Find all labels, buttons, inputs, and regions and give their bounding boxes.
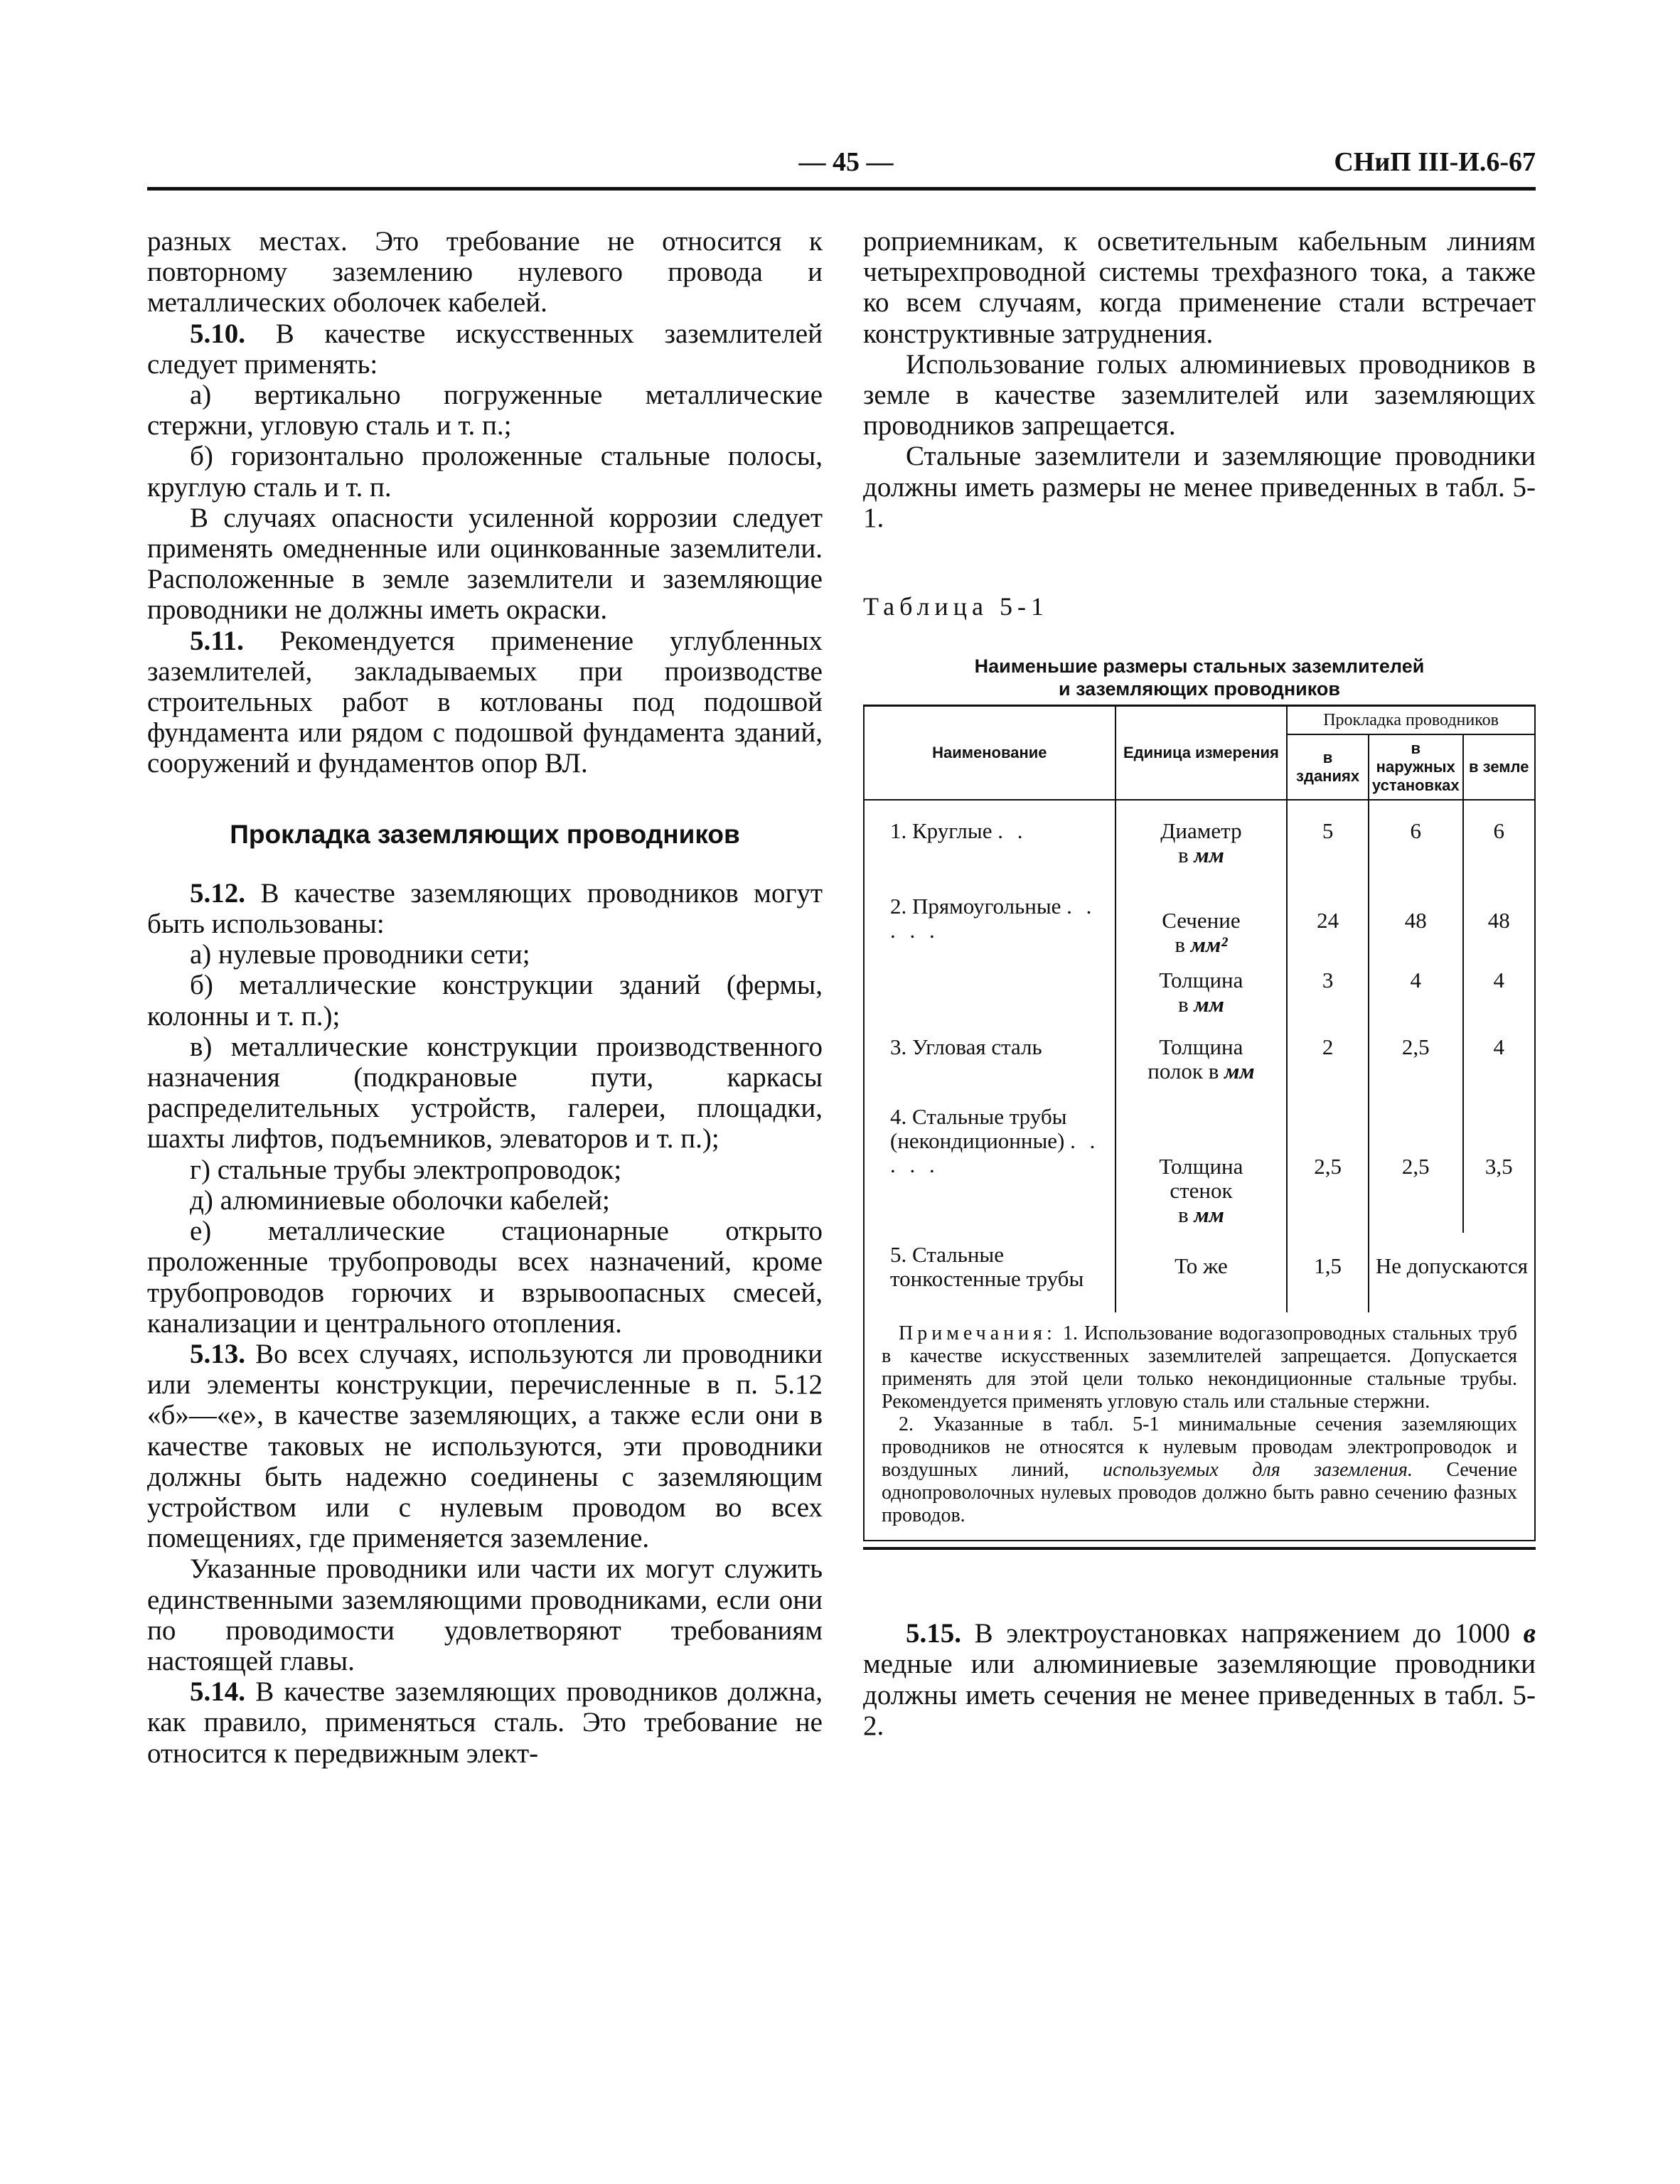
spacer-row	[864, 800, 1535, 813]
table-caption	[863, 655, 1536, 700]
list-item: б) металлические конструкции зданий (фермы, колонны и т. п.);	[147, 970, 823, 1032]
clause-5-12	[147, 878, 823, 939]
value-cell: 24	[1287, 873, 1369, 963]
value-cell: 2,5	[1369, 1022, 1463, 1089]
clause-5-15	[863, 1618, 1536, 1741]
clause-text: Рекомендуется применение углубленных заземлителей, закладываемых при производстве строительных работ в котлованы под подошвой фундамента или рядом с подошвой фундамента зданий, сооружений и фундаментов опор ВЛ.	[147, 625, 823, 779]
list-item: а) вертикально погруженные металлические стержни, угловую сталь и т. п.;	[147, 380, 823, 441]
paragraph: роприемникам, к осветительным кабельным линиям четырехпроводной системы трехфазного тока, а также ко всем случаям, когда применение стали встречает конструктивные затруднения.	[863, 226, 1536, 349]
table-row	[864, 873, 1535, 963]
table-row	[864, 1089, 1535, 1233]
cell-text: Толщина	[1159, 1034, 1243, 1060]
page-number: — 45 —	[798, 147, 894, 177]
value-cell: 3	[1287, 963, 1369, 1022]
cell-text: мм	[1194, 992, 1224, 1017]
list-item: в) металлические конструкции производственного назначения (подкрановые пути, каркасы распределительных устройств, галереи, площадки, шахты лифтов, подъемников, элеваторов и т. п.);	[147, 1031, 823, 1155]
note-text: используемых для заземления.	[1103, 1459, 1413, 1482]
cell-text: мм	[1194, 1202, 1224, 1228]
cell-text: 1. Круглые	[890, 818, 993, 844]
paragraph: В случаях опасности усиленной коррозии следует применять омедненные или оцинкованные заземлители. Расположенные в земле заземлители и заземляющие проводники не должны иметь окраски.	[147, 502, 823, 626]
table-bottom-rule	[863, 1547, 1536, 1550]
cell-text: Толщина	[1159, 1154, 1243, 1179]
note-1	[882, 1322, 1517, 1413]
unit-cell: То же	[1115, 1233, 1288, 1312]
table-notes	[863, 1312, 1536, 1541]
header-rule	[147, 187, 1536, 191]
value-cell: 6	[1369, 813, 1463, 873]
value-cell: Не допускаются	[1369, 1233, 1535, 1312]
table-row	[864, 1022, 1535, 1089]
value-cell: 48	[1463, 873, 1535, 963]
left-column	[147, 226, 823, 1769]
paragraph: разных местах. Это требование не относится к повторному заземлению нулевого провода и металлических оболочек кабелей.	[147, 226, 823, 318]
clause-text: В качестве искусственных заземлителей следует применять:	[147, 318, 823, 380]
cell-text: 2. Прямоугольные	[890, 894, 1061, 919]
clause-number: 5.10.	[190, 318, 245, 349]
clause-text: Во всех случаях, используются ли проводники или элементы конструкции, перечисленные в п. 5.12 «б»—«е», в качестве заземляющих, а также если они в качестве таковых не используются, эти проводники должны быть надежно соединены с заземляющим устройством или с нулевым проводом во всех помещениях, где применяется заземление.	[147, 1338, 823, 1554]
value-cell: 6	[1463, 813, 1535, 873]
unit-cell	[1115, 813, 1288, 873]
row-name: 5. Стальные тонкостенные трубы	[864, 1233, 1115, 1312]
clause-5-14	[147, 1676, 823, 1769]
cell-text: мм	[1194, 842, 1224, 868]
paragraph: Использование голых алюминиевых проводников в земле в качестве заземлителей или заземляющих проводников запрещается.	[863, 348, 1536, 441]
notes-label: Примечания:	[899, 1322, 1056, 1345]
cell-text: в	[1177, 992, 1189, 1017]
leader-dots: . .	[997, 818, 1027, 844]
paragraph: Стальные заземлители и заземляющие проводники должны иметь размеры не менее приведенных в табл. 5-1.	[863, 441, 1536, 533]
clause-text: В качестве заземляющих проводников могут быть использованы:	[147, 877, 823, 940]
value-cell: 4	[1463, 963, 1535, 1022]
list-item: а) нулевые проводники сети;	[190, 939, 530, 970]
cell-text: стенок	[1170, 1178, 1233, 1204]
column-header: Единица измерения	[1115, 706, 1288, 801]
table-caption-line: и заземляющих проводников	[1058, 678, 1341, 700]
clause-text: В качестве заземляющих проводников должна, как правило, применяться сталь. Это требование не относится к передвижным элект-	[147, 1676, 823, 1769]
value-cell: 1,5	[1287, 1233, 1369, 1312]
value-cell: 5	[1287, 813, 1369, 873]
clause-text: в	[1523, 1618, 1536, 1649]
row-name: 3. Угловая сталь	[864, 1022, 1115, 1089]
value-cell: 4	[1463, 1022, 1535, 1089]
row-name	[864, 873, 1115, 1022]
cell-text: Диаметр	[1160, 818, 1242, 844]
column-header: в земле	[1463, 734, 1535, 800]
right-column	[863, 226, 1536, 1741]
value-cell: 3,5	[1463, 1089, 1535, 1233]
cell-text: полок в	[1147, 1059, 1219, 1084]
unit-cell	[1115, 1089, 1288, 1233]
clause-number: 5.12.	[190, 877, 245, 909]
clause-5-10	[147, 318, 823, 380]
paragraph: Указанные проводники или части их могут служить единственными заземляющими проводниками, если они по проводимости удовлетворяют требованиям настоящей главы.	[147, 1553, 823, 1676]
note-text: Сечение однопроволочных нулевых проводов должно быть равно сечению фазных проводов.	[882, 1459, 1517, 1527]
column-group-header: Прокладка проводников	[1287, 706, 1535, 735]
column-header: в наружных установках	[1369, 734, 1463, 800]
unit-cell	[1115, 1022, 1288, 1089]
clause-text: В электроустановках напряжением до 1000	[974, 1618, 1510, 1649]
note-text: 2. Указанные в табл. 5-1 минимальные сечения заземляющих проводников не относятся к нулевым проводам электропроводок и воздушных линий,	[882, 1413, 1517, 1482]
clause-number: 5.14.	[190, 1676, 245, 1708]
leader-dots: . . . . .	[890, 894, 1096, 943]
clause-number: 5.11.	[190, 625, 244, 656]
clause-5-13	[147, 1339, 823, 1553]
section-heading: Прокладка заземляющих проводников	[230, 819, 740, 849]
unit-cell	[1115, 873, 1288, 963]
value-cell: 4	[1369, 963, 1463, 1022]
value-cell: 2,5	[1369, 1089, 1463, 1233]
data-table	[863, 705, 1536, 1312]
cell-text: 4. Стальные трубы (некондиционные)	[890, 1104, 1067, 1154]
list-item: д) алюминиевые оболочки кабелей;	[190, 1184, 610, 1216]
cell-text: мм	[1224, 1059, 1255, 1084]
unit-cell	[1115, 963, 1288, 1022]
value-cell: 2,5	[1287, 1089, 1369, 1233]
value-cell: 48	[1369, 873, 1463, 963]
note-2	[882, 1413, 1517, 1527]
list-item: г) стальные трубы электропроводок;	[190, 1154, 622, 1185]
cell-text: в	[1177, 1202, 1189, 1228]
table-5-1	[863, 705, 1536, 1550]
note-text: 1. Использование водогазопроводных стальных труб в качестве искусственных заземлителей запрещается. Допускается применять для этой цели только некондиционные стальные трубы. Рекомендуется применять угловую сталь или стальные стержни.	[882, 1322, 1517, 1413]
row-name	[864, 1089, 1115, 1233]
leader-dots: . . . . .	[890, 1128, 1100, 1178]
clause-number: 5.13.	[190, 1338, 245, 1369]
table-row	[864, 813, 1535, 873]
cell-text: в	[1175, 932, 1185, 958]
document-code: СНиП III-И.6-67	[1334, 147, 1536, 177]
clause-text: медные или алюминиевые заземляющие проводники должны иметь сечения не менее приведенных в табл. 5-2.	[863, 1649, 1536, 1741]
value-cell: 2	[1287, 1022, 1369, 1089]
row-name	[864, 813, 1115, 873]
cell-text: Толщина	[1159, 968, 1243, 993]
cell-text: в	[1177, 842, 1189, 868]
column-header: Наименование	[864, 706, 1115, 801]
column-header: в зданиях	[1287, 734, 1369, 800]
table-row	[864, 1233, 1535, 1312]
table-label: Таблица 5-1	[863, 592, 1049, 621]
table-caption-line: Наименьшие размеры стальных заземлителей	[974, 655, 1425, 678]
cell-text: мм²	[1190, 932, 1228, 958]
clause-5-11	[147, 626, 823, 779]
list-item: б) горизонтально проложенные стальные полосы, круглую сталь и т. п.	[147, 441, 823, 503]
cell-text: Сечение	[1162, 908, 1241, 933]
clause-number: 5.15.	[906, 1618, 961, 1649]
list-item: е) металлические стационарные открыто проложенные трубопроводы всех назначений, кроме трубопроводов горючих и взрывоопасных смесей, канализации и центрального отопления.	[147, 1216, 823, 1339]
